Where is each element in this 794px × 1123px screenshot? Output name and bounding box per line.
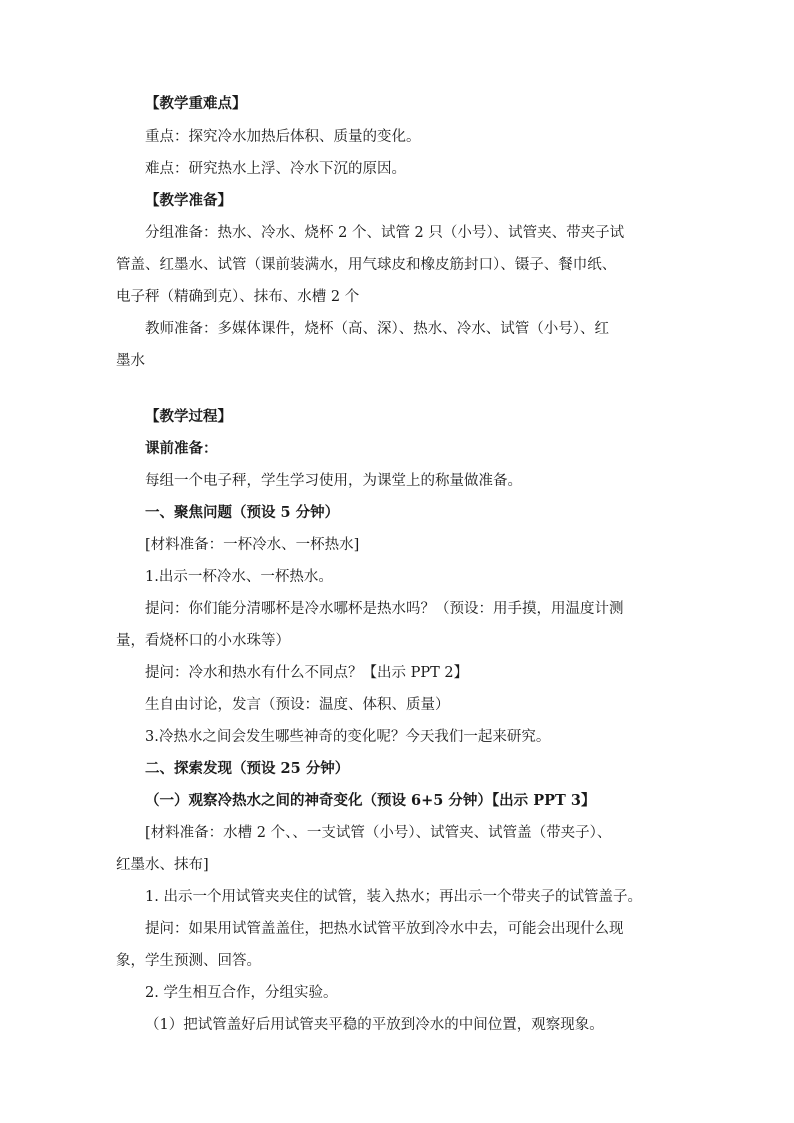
part2-materials-line-1: [材料准备：水槽 2 个、、一支试管（小号）、试管夹、试管盖（带夹子）、 — [145, 825, 612, 841]
part1-materials: [材料准备：一杯冷水、一杯热水] — [145, 537, 360, 553]
part1-title: 一、聚焦问题（预设 5 分钟） — [145, 504, 340, 521]
part2-step2-substep1: （1）把试管盖好后用试管夹平稳的平放到冷水的中间位置，观察现象。 — [145, 1017, 604, 1033]
part1-question1-line-1: 提问：你们能分清哪杯是冷水哪杯是热水吗？（预设：用手摸，用温度计测 — [145, 601, 624, 617]
part2-step1: 1. 出示一个用试管夹夹住的试管，装入热水；再出示一个带夹子的试管盖子。 — [145, 889, 642, 905]
part1-question1-line-2: 量，看烧杯口的小水珠等） — [116, 633, 290, 649]
group-preparation-line-2: 管盖、红墨水、试管（课前装满水，用气球皮和橡皮筋封口）、镊子、餐巾纸、 — [116, 257, 617, 273]
heading-teaching-difficulties: 【教学重难点】 — [145, 95, 247, 112]
part1-step3: 3.冷热水之间会发生哪些神奇的变化呢？今天我们一起来研究。 — [145, 729, 551, 745]
heading-teaching-process: 【教学过程】 — [145, 408, 232, 425]
part2-step2: 2. 学生相互合作，分组实验。 — [145, 985, 338, 1001]
difficult-point-text: 难点：研究热水上浮、冷水下沉的原因。 — [145, 161, 406, 177]
group-preparation-line-3: 电子秤（精确到克）、抹布、水槽 2 个 — [116, 289, 360, 305]
part1-discussion: 生自由讨论，发言（预设：温度、体积、质量） — [145, 697, 450, 713]
part2-materials-line-2: 红墨水、抹布] — [116, 857, 209, 873]
part2-question-line-2: 象，学生预测、回答。 — [116, 953, 261, 969]
part1-question2: 提问：冷水和热水有什么不同点？【出示 PPT 2】 — [145, 665, 469, 681]
heading-teaching-preparation: 【教学准备】 — [145, 192, 232, 209]
key-point-text: 重点：探究冷水加热后体积、质量的变化。 — [145, 129, 421, 145]
group-preparation-line-1: 分组准备：热水、冷水、烧杯 2 个、试管 2 只（小号）、试管夹、带夹子试 — [145, 225, 625, 241]
teacher-preparation-line-2: 墨水 — [116, 353, 145, 369]
part2-title: 二、探索发现（预设 25 分钟） — [145, 760, 350, 777]
pre-class-title: 课前准备： — [145, 440, 218, 457]
pre-class-text: 每组一个电子秤，学生学习使用，为课堂上的称量做准备。 — [145, 473, 522, 489]
teacher-preparation-line-1: 教师准备：多媒体课件，烧杯（高、深）、热水、冷水、试管（小号）、红 — [145, 321, 609, 337]
part2-subsection1-title: （一）观察冷热水之间的神奇变化（预设 6+5 分钟）【出示 PPT 3】 — [145, 792, 596, 809]
part2-question-line-1: 提问：如果用试管盖盖住，把热水试管平放到冷水中去，可能会出现什么现 — [145, 921, 624, 937]
part1-step1: 1.出示一杯冷水、一杯热水。 — [145, 569, 333, 585]
